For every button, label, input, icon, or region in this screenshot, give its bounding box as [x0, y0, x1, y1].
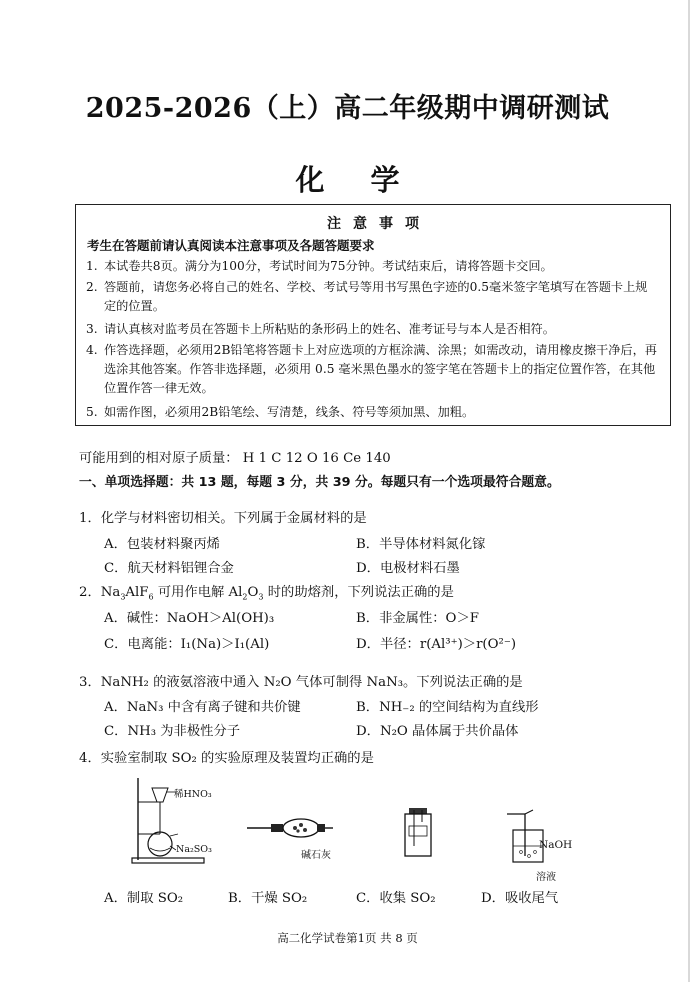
section-heading: 一、单项选择题：共 13 题，每题 3 分，共 39 分。每题只有一个选项最符合题意。 — [79, 475, 560, 490]
question-1-option-b: B．半导体材料氮化镓 — [356, 537, 486, 552]
question-4-option-b: B．干燥 SO₂ — [228, 891, 308, 906]
q2-sub: 2 — [242, 592, 248, 602]
question-4-option-a: A．制取 SO₂ — [104, 891, 184, 906]
question-2-stem — [79, 581, 454, 602]
notice-item — [86, 278, 658, 316]
notice-item-text: 答题前，请您务必将自己的姓名、学校、考试号等用书写黑色字迹的0.5毫米签字笔填写在答题卡上规定的位置。 — [104, 280, 648, 313]
label-soda-lime: 碱石灰 — [301, 850, 331, 861]
question-1-option-d: D．电极材料石墨 — [356, 561, 460, 576]
q2-part: Na — [100, 585, 121, 600]
subject-title: 化学 — [295, 163, 446, 197]
notice-item-number: 4. — [86, 343, 98, 357]
notice-item-text: 作答选择题，必须用2B铅笔将答题卡上对应选项的方框涂满、涂黑；如需改动，请用橡皮擦干净后，再选涂其他答案。作答非选择题，必须用 0.5 毫米黑色墨水的签字笔在答题卡上的指定位置作答，在其他位置作答一律无效。 — [104, 343, 657, 395]
question-3-option-d: D．N₂O 晶体属于共价晶体 — [356, 724, 519, 739]
question-1-stem: 1．化学与材料密切相关。下列属于金属材料的是 — [79, 511, 367, 526]
notice-title: 注意事项 — [327, 216, 431, 232]
q2-part: AlF — [125, 585, 149, 600]
q2-part: 2． — [79, 585, 101, 600]
notice-item-number: 3. — [86, 322, 98, 336]
notice-item — [86, 341, 658, 398]
page-edge — [688, 0, 690, 982]
question-4-option-d: D．吸收尾气 — [481, 891, 559, 906]
notice-item-number: 5. — [86, 405, 98, 419]
atomic-masses: 可能用到的相对原子质量： H 1 C 12 O 16 Ce 140 — [79, 451, 391, 466]
question-2-option-c: C．电离能：I₁(Na)＞I₁(Al) — [104, 637, 270, 652]
question-3-option-c: C．NH₃ 为非极性分子 — [104, 724, 241, 739]
question-4-stem: 4．实验室制取 SO₂ 的实验原理及装置均正确的是 — [79, 751, 374, 766]
notice-item-text: 本试卷共8页。满分为100分，考试时间为75分钟。考试结束后，请将答题卡交回。 — [104, 259, 553, 273]
question-1-option-c: C．航天材料铝锂合金 — [104, 561, 234, 576]
notice-item-text: 如需作图，必须用2B铅笔绘、写清楚，线条、符号等须加黑、加粗。 — [104, 405, 475, 419]
question-4-option-c: C．收集 SO₂ — [356, 891, 436, 906]
label-dilute-hno3: 稀HNO₃ — [174, 789, 212, 800]
q2-part: 时的助熔剂，下列说法正确的是 — [263, 585, 454, 600]
page-title: 2025-2026（上）高二年级期中调研测试 — [85, 93, 610, 124]
question-3-stem: 3．NaNH₂ 的液氨溶液中通入 N₂O 气体可制得 NaN₃。下列说法正确的是 — [79, 675, 523, 690]
notice-item — [86, 320, 658, 339]
apparatus-b-drying-tube — [245, 815, 335, 841]
q2-sub: 3 — [120, 592, 126, 602]
question-1-option-a: A．包装材料聚丙烯 — [104, 537, 220, 552]
page-footer: 高二化学试卷第1页 共 8 页 — [277, 931, 418, 945]
label-na2so3: Na₂SO₃ — [176, 844, 212, 855]
notice-item-number: 1. — [86, 259, 98, 273]
question-2-option-b: B．非金属性：O＞F — [356, 611, 479, 626]
q2-sub: 3 — [258, 592, 264, 602]
notice-item-number: 2. — [86, 280, 98, 294]
notice-item — [86, 403, 658, 422]
question-3-option-a: A．NaN₃ 中含有离子键和共价键 — [104, 700, 301, 715]
notice-item-text: 请认真核对监考员在答题卡上所粘贴的条形码上的姓名、准考证号与本人是否相符。 — [104, 322, 555, 336]
notice-box — [75, 204, 671, 426]
question-3-option-b: B．NH₋₂ 的空间结构为直线形 — [356, 700, 539, 715]
label-solution: 溶液 — [536, 872, 556, 883]
apparatus-c-collection-bottle — [400, 806, 436, 858]
question-2-option-a: A．碱性：NaOH＞Al(OH)₃ — [104, 611, 275, 626]
notice-requirement: 考生在答题前请认真阅读本注意事项及各题答题要求 — [87, 238, 375, 253]
q2-sub: 6 — [148, 592, 154, 602]
notice-item — [86, 257, 658, 276]
label-naoh: NaOH — [539, 839, 573, 851]
question-2-option-d: D．半径：r(Al³⁺)＞r(O²⁻) — [356, 637, 517, 652]
apparatus-d-absorption — [505, 808, 575, 864]
q2-part: 可用作电解 Al — [153, 585, 243, 600]
q2-part: O — [247, 585, 259, 600]
